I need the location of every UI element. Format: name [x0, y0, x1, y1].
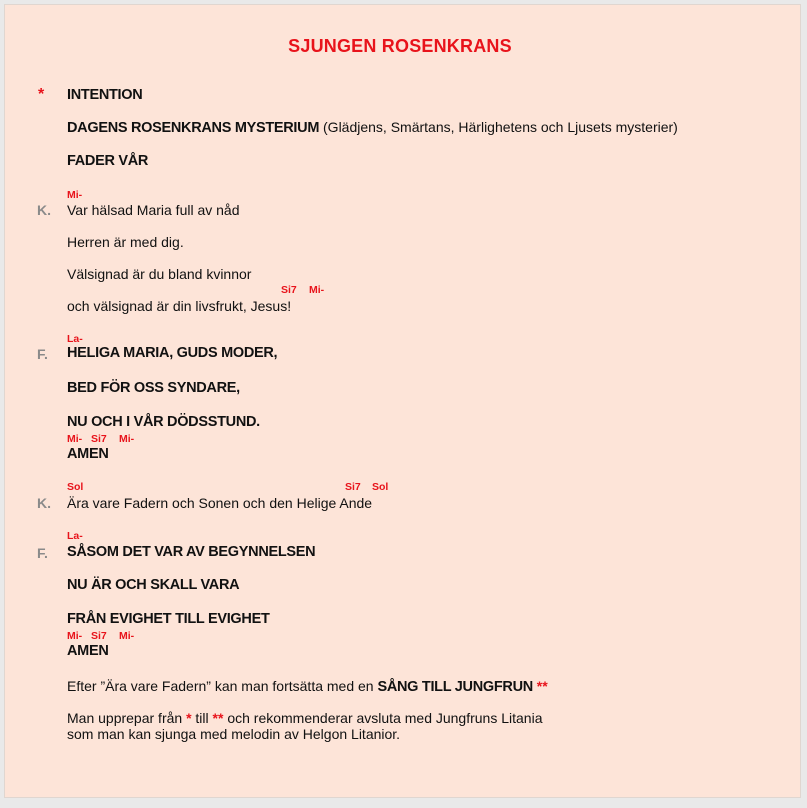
star-mark: * [38, 86, 45, 103]
chord-mi: Mi- [67, 630, 83, 642]
hail-line-1: Var hälsad Maria full av nåd [67, 202, 240, 218]
holy-line-1: HELIGA MARIA, GUDS MODER, [67, 345, 278, 361]
footer-note-1 [67, 678, 548, 695]
double-star-mark: ** [212, 710, 224, 726]
star-mark: * [186, 710, 192, 726]
chord-sol: Sol [372, 481, 389, 493]
footer-note-2-text-a: Man upprepar från [67, 710, 187, 726]
chord-mi: Mi- [119, 433, 135, 445]
chord-mi: Mi- [309, 284, 325, 296]
response-line-2: NU ÄR OCH SKALL VARA [67, 577, 240, 593]
holy-line-3: NU OCH I VÅR DÖDSSTUND. [67, 414, 260, 430]
chord-sol: Sol [67, 481, 84, 493]
song-to-virgin: SÅNG TILL JUNGFRUN [377, 679, 533, 695]
mystery-line [67, 119, 678, 136]
footer-note-2 [67, 710, 543, 726]
mystery-subtitle: (Glädjens, Smärtans, Härlighetens och Ljusets mysterier) [319, 119, 678, 135]
intention-heading: INTENTION [67, 87, 143, 103]
hail-line-2: Herren är med dig. [67, 234, 184, 250]
chord-mi: Mi- [67, 433, 83, 445]
verse-mark-k: K. [37, 202, 51, 218]
chord-la: La- [67, 530, 83, 542]
glory-line-1: Ära vare Fadern och Sonen och den Helige Ande [67, 495, 373, 511]
holy-line-2: BED FÖR OSS SYNDARE, [67, 380, 240, 396]
mystery-title: DAGENS ROSENKRANS MYSTERIUM [67, 120, 320, 136]
footer-note-1-text: Efter ”Ära vare Fadern” kan man fortsätta med en [67, 678, 378, 694]
chord-mi: Mi- [119, 630, 135, 642]
response-line-3: FRÅN EVIGHET TILL EVIGHET [67, 611, 270, 627]
holy-amen: AMEN [67, 446, 109, 462]
response-mark-f: F. [37, 545, 48, 561]
chord-si7: Si7 [345, 481, 361, 493]
chord-mi: Mi- [67, 189, 83, 201]
chord-la: La- [67, 333, 83, 345]
response-mark-f: F. [37, 346, 48, 362]
verse-mark-k: K. [37, 495, 51, 511]
chord-si7: Si7 [91, 630, 107, 642]
page-title: SJUNGEN ROSENKRANS [288, 36, 512, 56]
footer-note-2-text-c: och rekommenderar avsluta med Jungfruns Litania [223, 710, 543, 726]
footer-note-2-text-b: till [191, 710, 213, 726]
double-star-mark: ** [532, 678, 548, 694]
chord-si7: Si7 [281, 284, 297, 296]
response-line-1: SÅSOM DET VAR AV BEGYNNELSEN [67, 544, 316, 560]
hail-line-4: och välsignad är din livsfrukt, Jesus! [67, 298, 292, 314]
fader-var-heading: FADER VÅR [67, 153, 149, 169]
response-amen: AMEN [67, 643, 109, 659]
chord-si7: Si7 [91, 433, 107, 445]
hail-line-3: Välsignad är du bland kvinnor [67, 266, 252, 282]
footer-note-3: som man kan sjunga med melodin av Helgon Litanior. [67, 726, 401, 742]
